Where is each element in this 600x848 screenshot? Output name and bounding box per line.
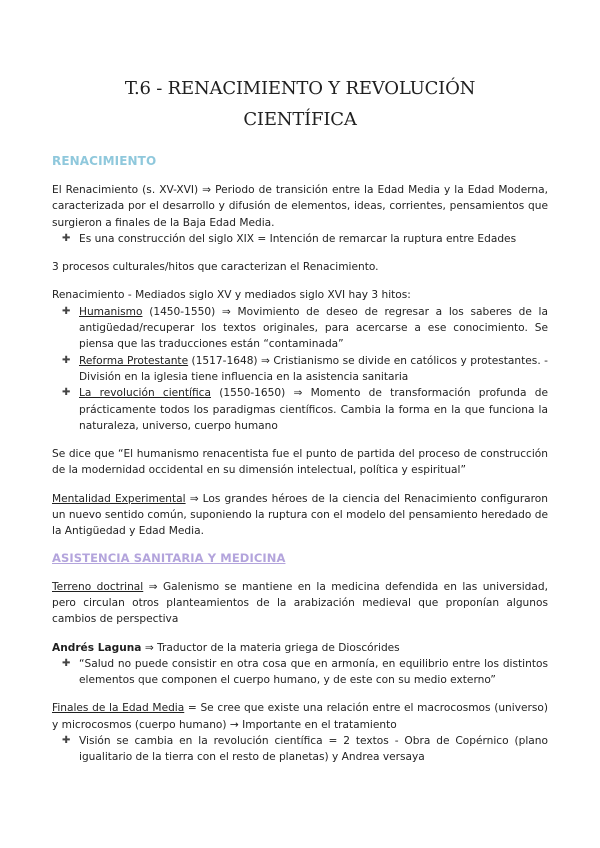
intro-bullet-list xyxy=(52,231,548,247)
laguna-term: Andrés Laguna xyxy=(52,641,142,654)
laguna-text: ⇒ Traductor de la materia griega de Dioscórides xyxy=(141,641,400,654)
hito-term: Reforma Protestante xyxy=(79,354,189,367)
finales-bullet-list xyxy=(52,733,548,766)
processes-paragraph: 3 procesos culturales/hitos que caracterizan el Renacimiento. xyxy=(52,261,379,274)
mentalidad-term: Mentalidad Experimental xyxy=(52,492,186,505)
title-line-1: T.6 - RENACIMIENTO Y REVOLUCIÓN xyxy=(124,78,476,99)
plus-icon: ✚ xyxy=(62,354,71,366)
list-item xyxy=(62,231,548,247)
finales-text: = Se cree que existe una relación entre el macrocosmos (universo) y microcosmos (cuerpo humano) → Importante en el tratamiento xyxy=(52,702,548,731)
mentalidad-text: ⇒ Los grandes héroes de la ciencia del Renacimiento configuraron un nuevo sentido común, suponiendo la ruptura con el modelo del pensamiento heredado de la Antigüedad y Edad Media. xyxy=(52,492,548,538)
quote-paragraph: Se dice que “El humanismo renacentista fue el punto de partida del proceso de construcción de la modernidad occidental en su dimensión intelectual, política y espiritual” xyxy=(52,448,548,477)
terreno-text: ⇒ Galenismo se mantiene en la medicina defendida en las universidad, pero circulan otros planteamientos de la arabización medieval que proponían algunos cambios de perspectiva xyxy=(52,580,548,626)
hito-term: Humanismo xyxy=(79,305,143,318)
plus-icon: ✚ xyxy=(62,232,71,244)
hito-term: La revolución científica xyxy=(79,387,211,400)
mentalidad-paragraph xyxy=(52,491,548,540)
list-item xyxy=(62,656,548,689)
plus-icon: ✚ xyxy=(62,657,71,669)
hitos-list xyxy=(52,304,548,434)
plus-icon: ✚ xyxy=(62,735,71,747)
laguna-bullet-list xyxy=(52,656,548,689)
finales-term: Finales de la Edad Media xyxy=(52,702,185,715)
bullet-text: Visión se cambia en la revolución científica = 2 textos - Obra de Copérnico (plano igualitario de la tierra con el resto de planetas) y Andrea versaya xyxy=(79,735,548,764)
plus-icon: ✚ xyxy=(62,305,71,317)
hitos-intro: Renacimiento - Mediados siglo XV y mediados siglo XVI hay 3 hitos: xyxy=(52,289,411,302)
list-item xyxy=(62,733,548,766)
terreno-term: Terreno doctrinal xyxy=(52,580,144,593)
page-title xyxy=(52,0,548,135)
hito-text: (1517-1648) ⇒ Cristianismo se divide en católicos y protestantes. - División en la iglesia tiene influencia en la asistencia sanitaria xyxy=(79,354,548,383)
finales-paragraph xyxy=(52,700,548,733)
section-heading-asistencia: ASISTENCIA SANITARIA Y MEDICINA xyxy=(52,550,286,565)
bullet-text: “Salud no puede consistir en otra cosa que en armonía, en equilibrio entre los distintos elementos que componen el cuerpo humano, y de este con su medio externo” xyxy=(79,657,548,687)
plus-icon: ✚ xyxy=(62,387,71,399)
intro-paragraph: El Renacimiento (s. XV-XVI) ⇒ Periodo de transición entre la Edad Media y la Edad Moderna, caracterizada por el desarrollo y difusión de elementos, ideas, corrientes, pensamientos que surgieron a finales de la Baja Edad Media. xyxy=(52,184,548,229)
laguna-paragraph xyxy=(52,640,548,656)
list-item xyxy=(62,385,549,434)
section-heading-renacimiento: RENACIMIENTO xyxy=(52,154,157,168)
list-item xyxy=(62,353,548,386)
terreno-paragraph xyxy=(52,579,548,628)
list-item xyxy=(62,304,548,353)
bullet-text: Es una construcción del siglo XIX = Intención de remarcar la ruptura entre Edades xyxy=(79,232,517,245)
hito-text: (1550-1650) ⇒ Momento de transformación profunda de prácticamente todos los paradigmas científicos. Cambia la forma en la que funciona la naturaleza, universo, cuerpo humano xyxy=(79,387,549,432)
hito-text: (1450-1550) ⇒ Movimiento de deseo de regresar a los saberes de la antigüedad/recuperar los textos originales, para acercarse a ese conocimiento. Se piensa que las traducciones están “contaminada” xyxy=(79,305,548,351)
title-line-2: CIENTÍFICA xyxy=(243,109,357,130)
